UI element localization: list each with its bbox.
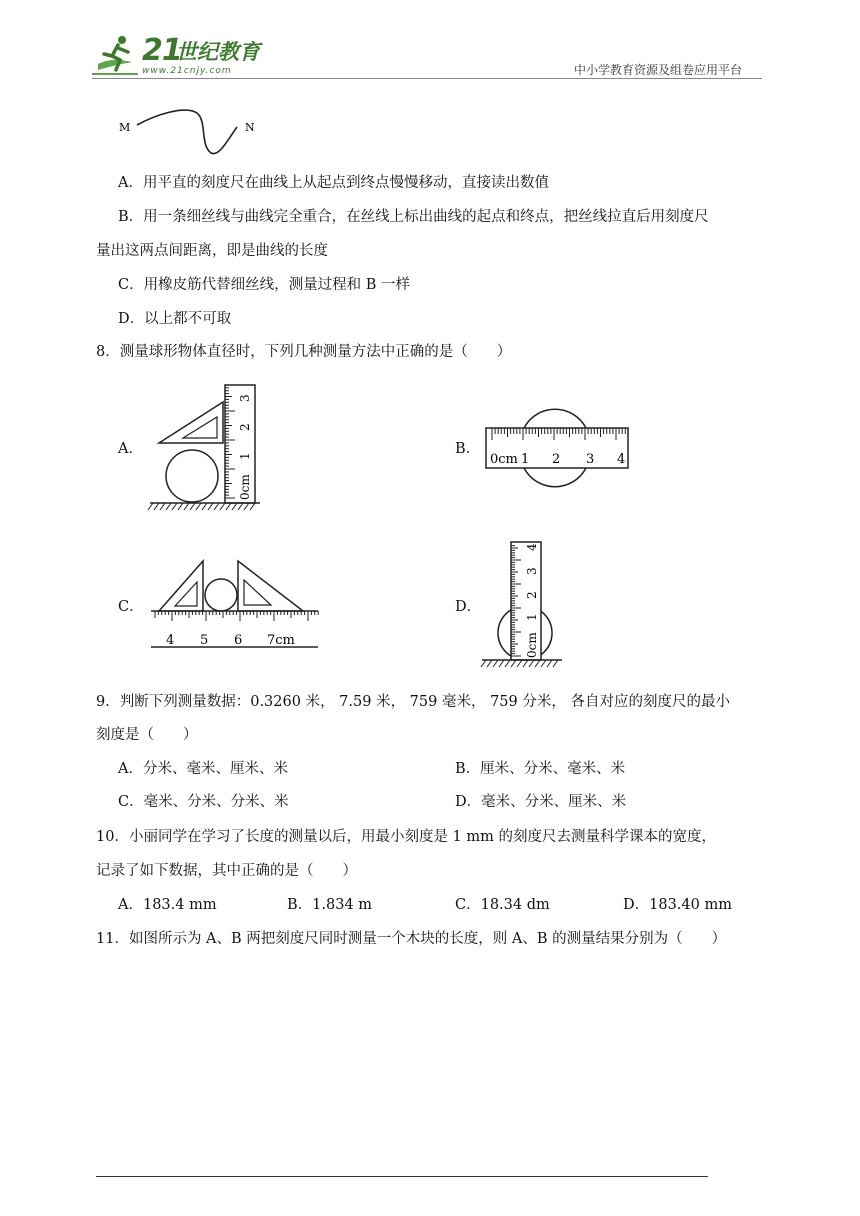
curve-label-n: N [245, 121, 255, 134]
svg-text:1: 1 [521, 452, 530, 467]
q10-option-d: D．183.40 mm [623, 897, 732, 913]
svg-text:3: 3 [238, 394, 252, 402]
q10-option-a: A．183.4 mm [118, 897, 217, 913]
runner-logo-icon [92, 34, 140, 78]
curve-mn-figure [115, 105, 265, 165]
q8-figure-d [480, 538, 570, 670]
svg-text:2: 2 [525, 591, 539, 599]
svg-text:3: 3 [586, 452, 595, 467]
triangle-left [159, 561, 203, 611]
triangle-right [238, 561, 303, 611]
logo-text: 世纪教育 [176, 40, 260, 64]
svg-text:0cm: 0cm [490, 452, 518, 467]
q7-option-b-line2: 量出这两点间距离，即是曲线的长度 [96, 243, 328, 259]
site-logo [92, 34, 262, 78]
q9-option-d: D．毫米、分米、厘米、米 [455, 794, 627, 810]
svg-text:1: 1 [238, 452, 252, 460]
ball-bottom [524, 468, 586, 487]
site-tagline: 中小学教育资源及组卷应用平台 [574, 63, 743, 77]
q9-option-a: A．分米、毫米、厘米、米 [118, 761, 288, 777]
triangle-square [159, 402, 223, 443]
q7-option-d: D．以上都不可取 [118, 311, 232, 327]
q10-option-c: C．18.34 dm [455, 897, 550, 913]
svg-text:6: 6 [234, 633, 243, 648]
q8-label-a: A． [118, 441, 143, 457]
svg-text:5: 5 [200, 633, 209, 648]
svg-text:3: 3 [525, 567, 539, 575]
svg-text:0cm: 0cm [238, 474, 252, 500]
svg-text:2: 2 [552, 452, 561, 467]
svg-text:4: 4 [166, 633, 175, 648]
q8-stem: 8．测量球形物体直径时，下列几种测量方法中正确的是（ ） [96, 344, 512, 360]
svg-text:0cm: 0cm [525, 632, 539, 658]
curve-label-m: M [119, 121, 131, 134]
q8-figure-b [482, 408, 632, 490]
q8-label-d: D． [455, 599, 482, 615]
q7-option-b-line1: B．用一条细丝线与曲线完全重合，在丝线上标出曲线的起点和终点，把丝线拉直后用刻度尺 [118, 209, 709, 225]
ball-top [524, 409, 586, 428]
q11-stem: 11．如图所示为 A、B 两把刻度尺同时测量一个木块的长度，则 A、B 的测量结果分别为（ ） [96, 931, 727, 947]
q8-label-b: B． [455, 441, 481, 457]
footer-divider [96, 1176, 708, 1177]
q9-option-c: C．毫米、分米、分米、米 [118, 794, 289, 810]
svg-text:7cm: 7cm [267, 633, 295, 648]
q10-stem-line2: 记录了如下数据，其中正确的是（ ） [96, 863, 357, 879]
q9-stem-line2: 刻度是（ ） [96, 727, 198, 743]
logo-url: www.21cnjy.com [142, 66, 232, 76]
ball [205, 579, 237, 611]
q8-figure-c [145, 556, 325, 651]
svg-text:2: 2 [238, 423, 252, 431]
svg-text:1: 1 [525, 613, 539, 621]
header-divider [92, 78, 762, 79]
curve-line [137, 110, 237, 154]
q7-option-c: C．用橡皮筋代替细丝线，测量过程和 B 一样 [118, 277, 410, 293]
q8-label-c: C． [118, 599, 144, 615]
q9-option-b: B．厘米、分米、毫米、米 [455, 761, 626, 777]
q7-option-a: A．用平直的刻度尺在曲线上从起点到终点慢慢移动，直接读出数值 [118, 175, 549, 191]
q9-stem-line1: 9．判断下列测量数据：0.3260 米， 7.59 米， 759 毫米， 759 分米， 各自对应的刻度尺的最小 [96, 694, 730, 710]
q10-option-b: B．1.834 m [287, 897, 373, 913]
q8-figure-a [145, 380, 270, 515]
ball [166, 450, 218, 502]
svg-text:4: 4 [617, 452, 626, 467]
q10-stem-line1: 10．小丽同学在学习了长度的测量以后，用最小刻度是 1 mm 的刻度尺去测量科学课本的宽度， [96, 829, 716, 845]
logo-number: 21 [142, 33, 182, 68]
svg-text:4: 4 [525, 543, 539, 551]
